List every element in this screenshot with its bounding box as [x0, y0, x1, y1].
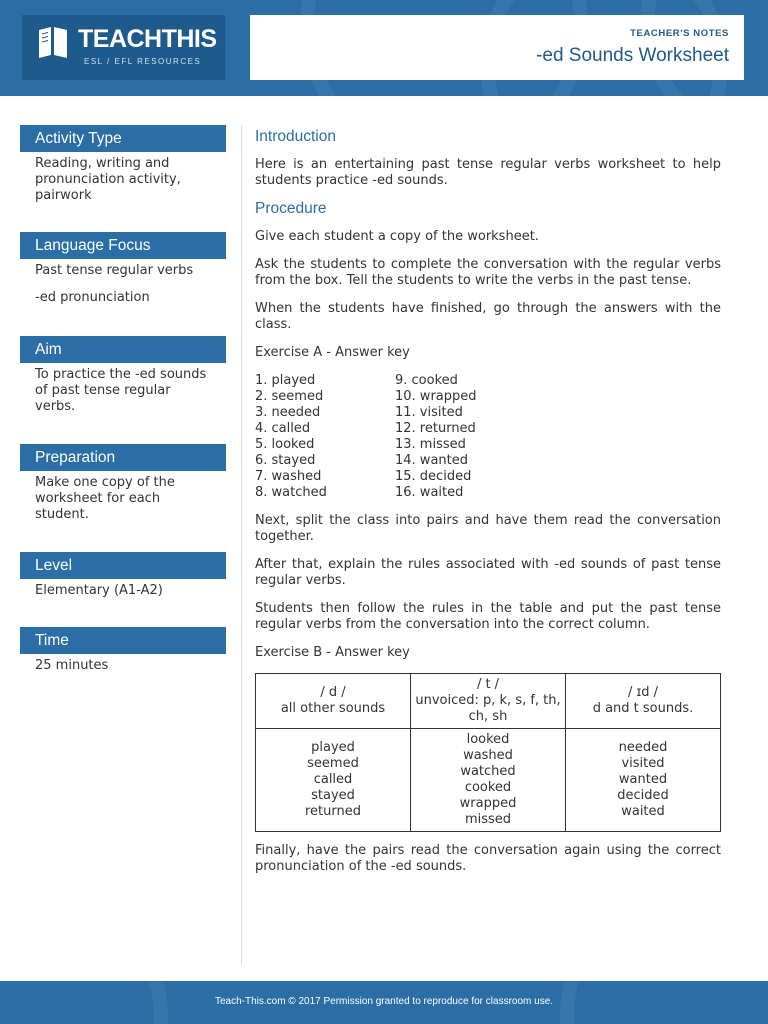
sidebar: [20, 125, 226, 685]
verb: looked: [466, 732, 510, 747]
sound-description: d and t sounds.: [592, 701, 694, 716]
brand-name: TEACHTHIS: [78, 25, 217, 53]
section-text: Past tense regular verbs: [35, 263, 194, 278]
answer-item: 9. cooked: [395, 373, 458, 388]
procedure-heading: Procedure: [255, 200, 327, 217]
table-cell-d: [256, 729, 411, 832]
page-header: [0, 0, 768, 96]
section-heading: Activity Type: [20, 125, 226, 152]
section-heading: Time: [20, 627, 226, 654]
teachers-notes-label: TEACHER'S NOTES: [630, 28, 729, 39]
answer-item: 13. missed: [395, 437, 466, 452]
verb: visited: [621, 756, 665, 771]
section-text: To practice the -ed sounds of past tense regular verbs.: [35, 367, 207, 414]
table-header-row: [256, 674, 721, 729]
exercise-b-label: Exercise B - Answer key: [255, 645, 410, 660]
exercise-a-label: Exercise A - Answer key: [255, 345, 410, 360]
answer-item: 10. wrapped: [395, 389, 477, 404]
verb: wrapped: [459, 796, 517, 811]
answer-item: 6. stayed: [255, 453, 316, 468]
brand-logo[interactable]: [22, 15, 225, 80]
answer-item: 3. needed: [255, 405, 321, 420]
verb: waited: [621, 804, 665, 819]
sidebar-section-aim: [20, 336, 226, 444]
table-header-cell: [566, 674, 721, 729]
sidebar-section-preparation: [20, 444, 226, 552]
verb: seemed: [307, 756, 359, 771]
sidebar-section-level: [20, 552, 226, 627]
procedure-step: Next, split the class into pairs and have them read the conversation together.: [255, 513, 721, 544]
verb: played: [311, 740, 355, 755]
section-text: Elementary (A1-A2): [35, 583, 163, 598]
answer-item: 12. returned: [395, 421, 476, 436]
section-heading: Language Focus: [20, 232, 226, 259]
answer-item: 11. visited: [395, 405, 463, 420]
verb: called: [313, 772, 353, 787]
section-heading: Aim: [20, 336, 226, 363]
sound-symbol: / d /: [320, 685, 346, 700]
verb: wanted: [618, 772, 668, 787]
answer-item: 5. looked: [255, 437, 315, 452]
sound-symbol: / t /: [476, 677, 500, 692]
procedure-step: When the students have finished, go through the answers with the class.: [255, 301, 721, 332]
verb: decided: [617, 788, 669, 803]
exercise-a-answers: [255, 373, 721, 501]
answer-item: 16. waited: [395, 485, 464, 500]
verb: needed: [618, 740, 668, 755]
answer-item: 4. called: [255, 421, 311, 436]
title-box: [250, 15, 744, 80]
answer-item: 2. seemed: [255, 389, 324, 404]
section-text: -ed pronunciation: [35, 290, 150, 305]
main-content: [255, 125, 721, 887]
section-text: 25 minutes: [35, 658, 109, 673]
section-heading: Preparation: [20, 444, 226, 471]
verb: returned: [305, 804, 361, 819]
answers-column-left: [255, 373, 395, 501]
introduction-heading: Introduction: [255, 128, 336, 145]
procedure-step: Give each student a copy of the worksheet.: [255, 229, 539, 244]
sound-description: all other sounds: [280, 701, 386, 716]
verb: stayed: [311, 788, 355, 803]
exercise-b-answer-table: [255, 673, 721, 832]
answer-item: 15. decided: [395, 469, 472, 484]
table-cell-t: [411, 729, 566, 832]
table-cell-id: [566, 729, 721, 832]
introduction-text: Here is an entertaining past tense regular verbs worksheet to help students practice -ed sounds.: [255, 157, 721, 188]
procedure-step: After that, explain the rules associated with -ed sounds of past tense regular verbs.: [255, 557, 721, 588]
verb: missed: [464, 812, 512, 827]
verb: cooked: [464, 780, 512, 795]
section-text: Make one copy of the worksheet for each student.: [35, 475, 175, 522]
sidebar-section-language-focus: [20, 232, 226, 336]
brand-tagline: ESL / EFL RESOURCES: [84, 57, 202, 66]
verb: watched: [460, 764, 516, 779]
section-text: Reading, writing and pronunciation activity, pairwork: [35, 156, 181, 203]
table-row: [256, 729, 721, 832]
procedure-step: Finally, have the pairs read the conversation again using the correct pronunciation of the -ed sounds.: [255, 843, 721, 874]
table-header-cell: [256, 674, 411, 729]
answer-item: 1. played: [255, 373, 316, 388]
book-icon: [36, 24, 70, 60]
copyright-text: Teach-This.com © 2017 Permission granted to reproduce for classroom use.: [214, 996, 554, 1007]
answer-item: 7. washed: [255, 469, 322, 484]
sound-description: unvoiced: p, k, s, f, th, ch, sh: [415, 693, 561, 724]
sidebar-section-time: [20, 627, 226, 674]
answer-item: 8. watched: [255, 485, 327, 500]
page-footer: [0, 981, 768, 1024]
sidebar-section-activity-type: [20, 125, 226, 232]
procedure-step: Students then follow the rules in the table and put the past tense regular verbs from the conversation into the correct column.: [255, 601, 721, 632]
sound-symbol: / ɪd /: [627, 685, 659, 700]
table-header-cell: [411, 674, 566, 729]
answer-item: 14. wanted: [395, 453, 468, 468]
answers-column-right: [395, 373, 535, 501]
section-heading: Level: [20, 552, 226, 579]
verb: washed: [463, 748, 513, 763]
column-divider: [241, 125, 242, 965]
worksheet-title: -ed Sounds Worksheet: [536, 45, 729, 66]
procedure-step: Ask the students to complete the conversation with the regular verbs from the box. Tell the students to write the verbs in the past tense.: [255, 257, 721, 288]
